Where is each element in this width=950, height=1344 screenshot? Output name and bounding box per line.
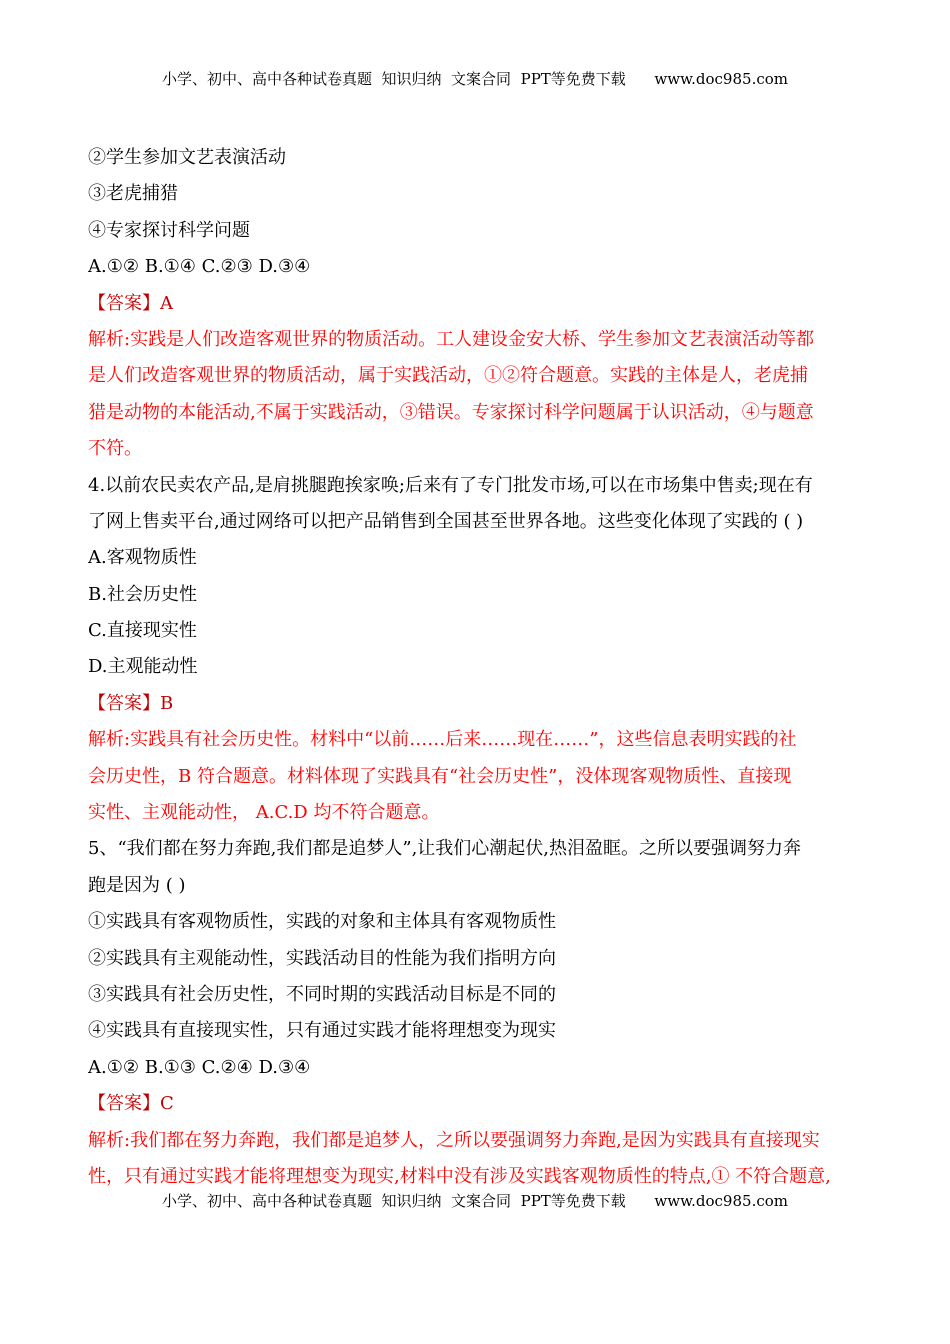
- q5-option-4: ④实践具有直接现实性，只有通过实践才能将理想变为现实: [88, 1020, 556, 1042]
- q4-option-c: C.直接现实性: [88, 620, 197, 642]
- q5-option-2: ②实践具有主观能动性，实践活动目的性能为我们指明方向: [88, 947, 556, 969]
- q3-explanation-line: 猎是动物的本能活动,不属于实践活动，③错误。专家探讨科学问题属于认识活动，④与题意: [88, 401, 814, 423]
- q3-option-2: ②学生参加文艺表演活动: [88, 147, 286, 168]
- q4-option-d: D.主观能动性: [88, 656, 198, 678]
- q4-answer: 【答案】B: [88, 692, 174, 714]
- page-header: 小学、初中、高中各种试卷真题 知识归纳 文案合同 PPT等免费下载 www.doc985.com: [161, 70, 788, 88]
- q4-explanation-line: 实性、主观能动性， A.C.D 均不符合题意。: [88, 802, 440, 824]
- q5-option-1: ①实践具有客观物质性，实践的对象和主体具有客观物质性: [88, 911, 556, 933]
- q3-option-4: ④专家探讨科学问题: [88, 219, 250, 241]
- q5-explanation-line: 解析:我们都在努力奔跑，我们都是追梦人，之所以要强调努力奔跑,是因为实践具有直接现实: [88, 1129, 820, 1151]
- q4-explanation-line: 会历史性，B 符合题意。材料体现了实践具有“社会历史性”，没体现客观物质性、直接现: [88, 765, 792, 787]
- q3-explanation-line: 解析:实践是人们改造客观世界的物质活动。工人建设金安大桥、学生参加文艺表演活动等都: [88, 328, 815, 350]
- q4-stem-line: 了网上售卖平台,通过网络可以把产品销售到全国甚至世界各地。这些变化体现了实践的 ( ): [88, 510, 804, 532]
- q5-stem-line: 跑是因为 ( ): [88, 874, 186, 896]
- q5-explanation-line: 性，只有通过实践才能将理想变为现实,材料中没有涉及实践客观物质性的特点,① 不符合题意,: [88, 1165, 831, 1187]
- q5-choices: A.①② B.①③ C.②④ D.③④: [88, 1056, 311, 1078]
- q4-explanation-line: 解析:实践具有社会历史性。材料中“以前……后来……现在……”，这些信息表明实践的社: [88, 729, 797, 751]
- document-body: [88, 140, 868, 1195]
- q5-option-3: ③实践具有社会历史性，不同时期的实践活动目标是不同的: [88, 983, 556, 1005]
- q5-answer: 【答案】C: [88, 1093, 174, 1115]
- q3-choices: A.①② B.①④ C.②③ D.③④: [88, 256, 311, 278]
- q4-stem-line: 4.以前农民卖农产品,是肩挑腿跑挨家唤;后来有了专门批发市场,可以在市场集中售卖;现在有: [88, 474, 813, 496]
- q4-option-a: A.客观物质性: [88, 547, 197, 569]
- q3-option-3: ③老虎捕猎: [88, 183, 178, 205]
- q3-explanation-line: 是人们改造客观世界的物质活动，属于实践活动，①②符合题意。实践的主体是人，老虎捕: [88, 365, 808, 387]
- q5-stem-line: 5、“我们都在努力奔跑,我们都是追梦人”,让我们心潮起伏,热泪盈眶。之所以要强调努力奔: [88, 838, 802, 860]
- page-footer: 小学、初中、高中各种试卷真题 知识归纳 文案合同 PPT等免费下载 www.doc985.com: [161, 1192, 788, 1210]
- q4-option-b: B.社会历史性: [88, 583, 197, 605]
- q3-explanation-line: 不符。: [88, 438, 142, 460]
- q3-answer: 【答案】A: [88, 292, 173, 314]
